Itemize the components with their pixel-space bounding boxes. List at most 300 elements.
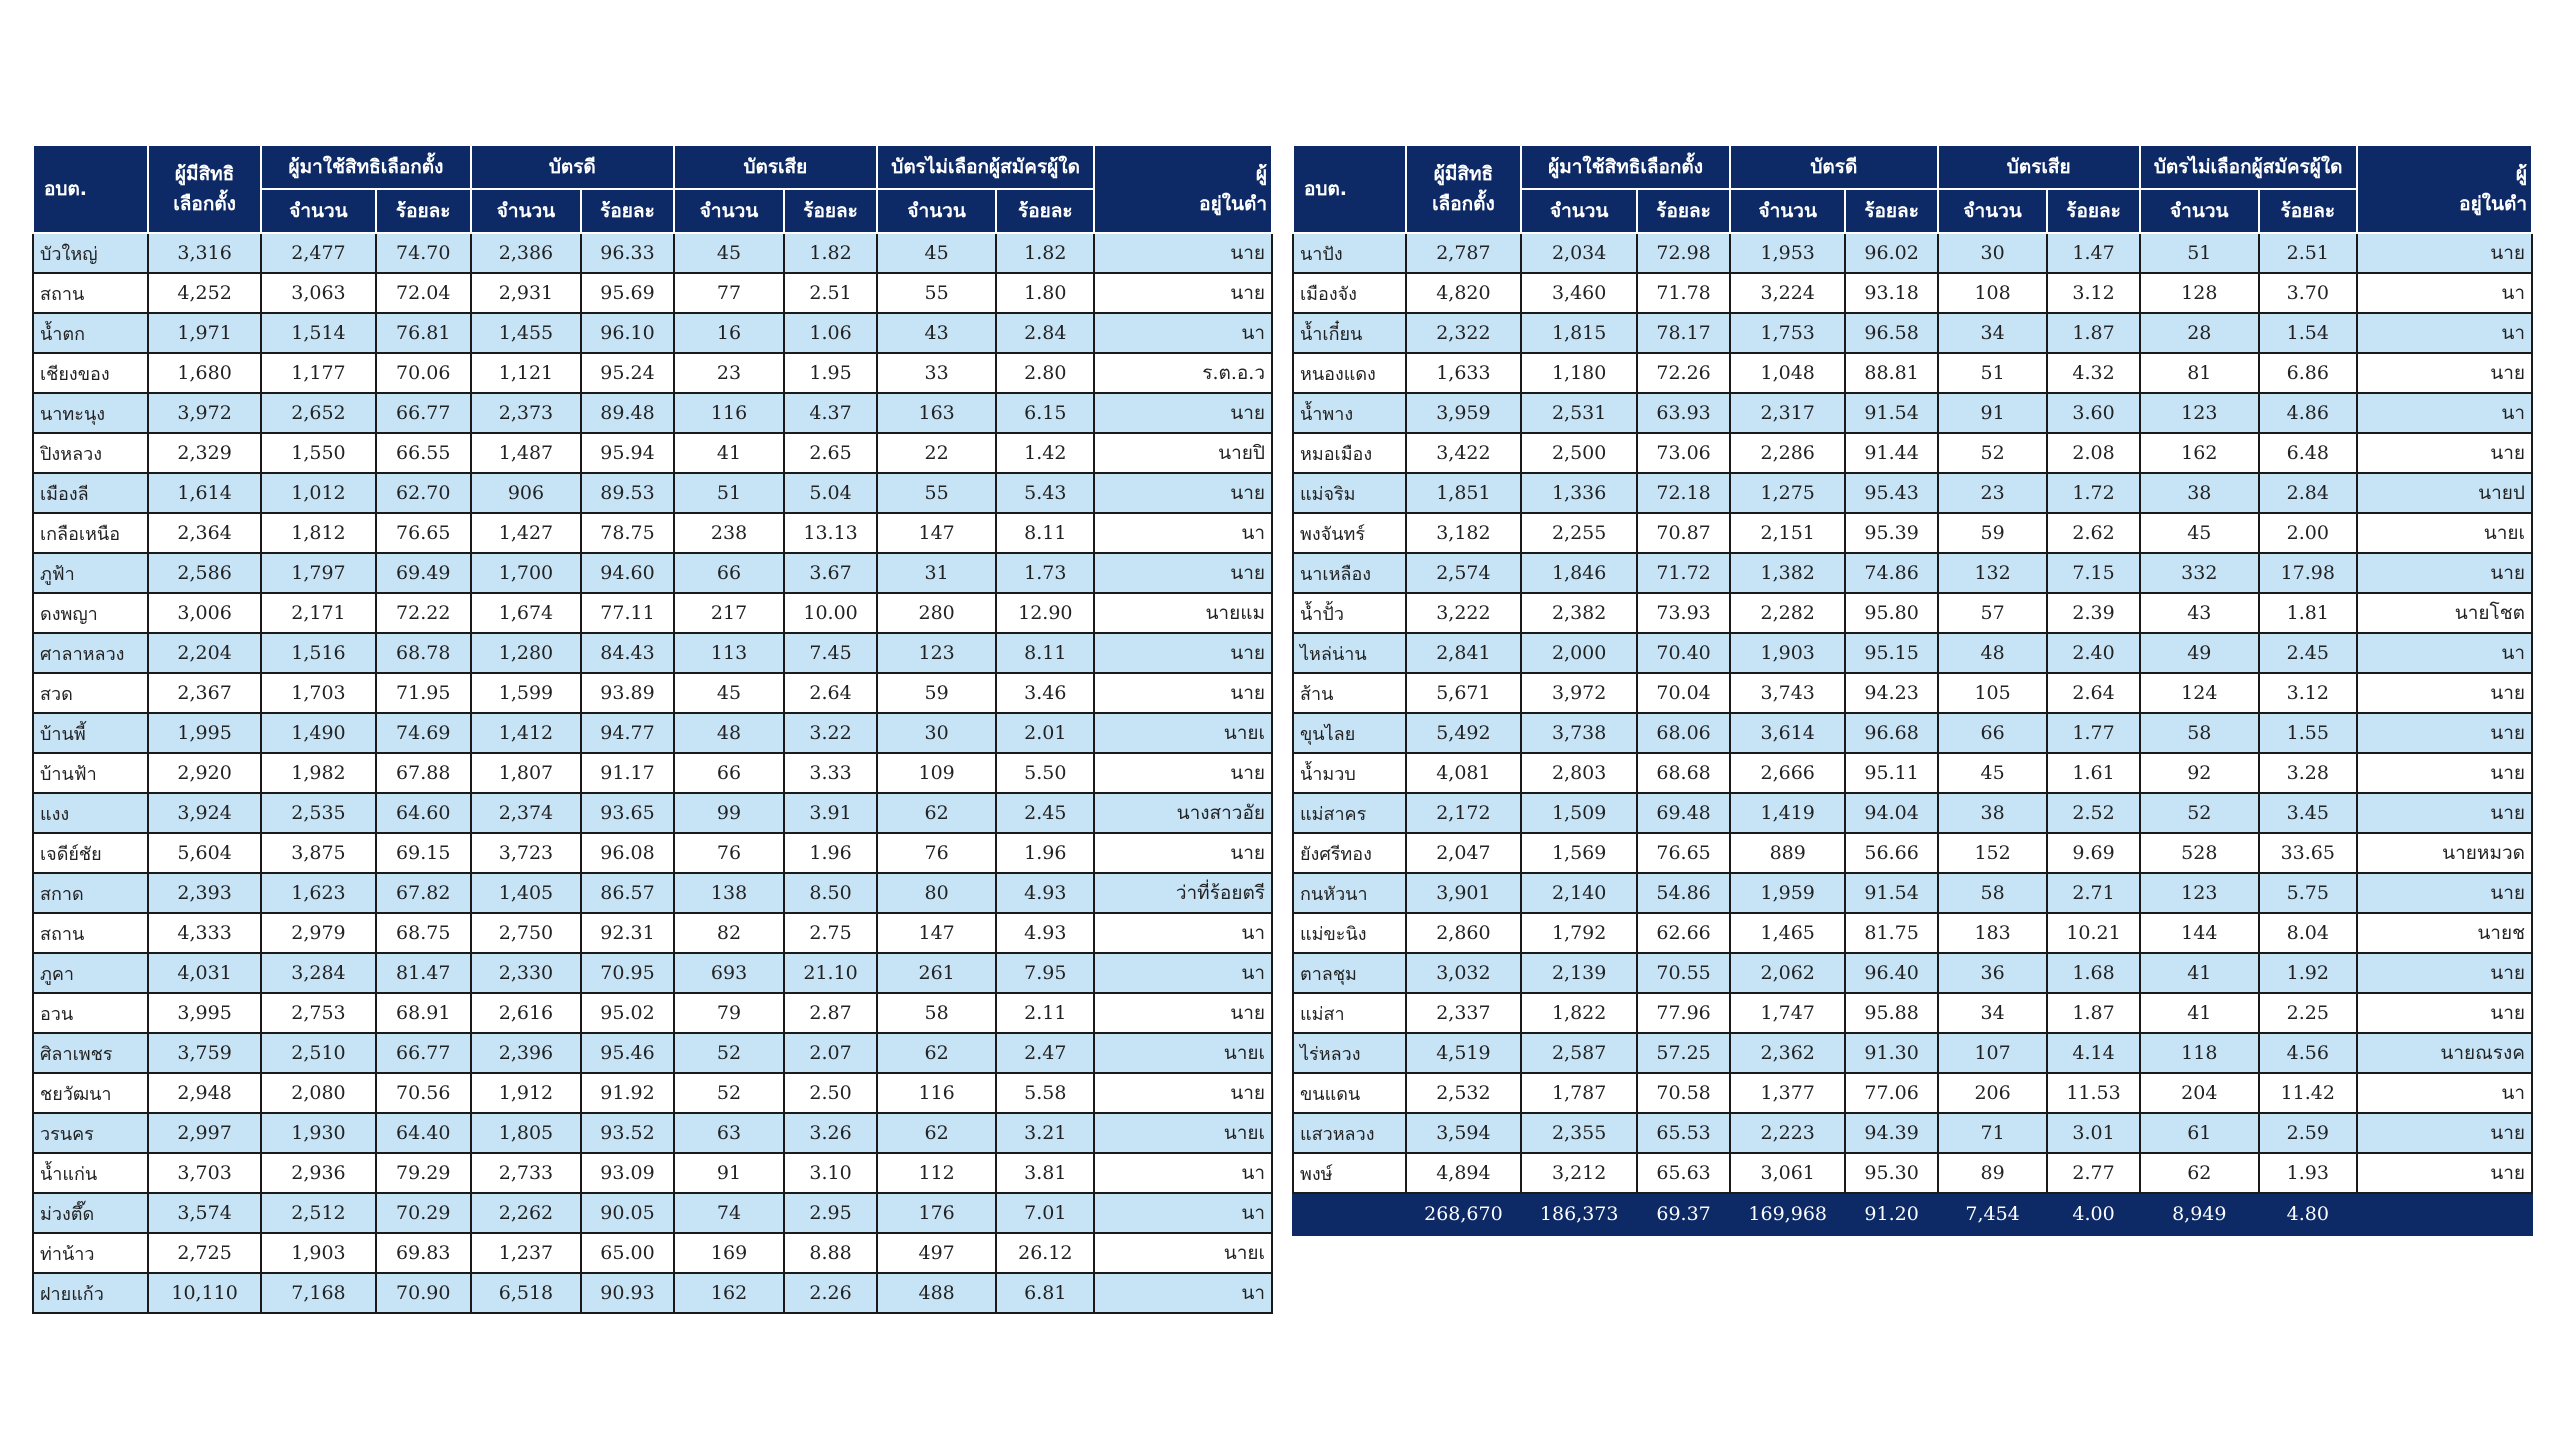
table-cell: 2.84 <box>2259 473 2357 513</box>
table-cell: นายปิ <box>1094 433 1272 473</box>
table-cell: 4.56 <box>2259 1033 2357 1073</box>
org-name-cell: พงจันทร์ <box>1293 513 1406 553</box>
table-cell: 62 <box>877 793 996 833</box>
table-row <box>33 1073 1272 1113</box>
table-cell: 51 <box>674 473 784 513</box>
table-cell: 7.95 <box>996 953 1094 993</box>
header-voters: ผู้มาใช้สิทธิเลือกตั้ง <box>1521 145 1730 189</box>
table-cell: 1,815 <box>1521 313 1637 353</box>
table-cell: 91.30 <box>1845 1033 1937 1073</box>
table-cell: 1,953 <box>1730 233 1846 273</box>
table-cell: 1,382 <box>1730 553 1846 593</box>
table-cell: นาย <box>1094 753 1272 793</box>
table-cell: นาย <box>2357 873 2532 913</box>
org-name-cell: บ้านฟ้า <box>33 753 148 793</box>
table-cell: 1.55 <box>2259 713 2357 753</box>
table-cell: นา <box>1094 1153 1272 1193</box>
table-cell: 95.94 <box>581 433 674 473</box>
table-cell: 16 <box>674 313 784 353</box>
table-cell: 1.54 <box>2259 313 2357 353</box>
org-name-cell: ม่วงตึ๊ด <box>33 1193 148 1233</box>
table-cell: นา <box>1094 513 1272 553</box>
table-cell: 2,172 <box>1406 793 1522 833</box>
table-cell: 55 <box>877 473 996 513</box>
table-cell: 34 <box>1938 313 2048 353</box>
table-cell: 52 <box>674 1073 784 1113</box>
table-cell: 6.81 <box>996 1273 1094 1313</box>
header-no-vote-ballots: บัตรไม่เลือกผู้สมัครผู้ใด <box>877 145 1094 189</box>
table-cell: นาย <box>1094 633 1272 673</box>
table-cell: 3.21 <box>996 1113 1094 1153</box>
right-results-table-panel <box>1292 144 2533 1291</box>
table-cell: ร.ต.อ.ว <box>1094 353 1272 393</box>
table-cell: 72.26 <box>1637 353 1730 393</box>
table-cell: 43 <box>877 313 996 353</box>
table-cell: 91.54 <box>1845 393 1937 433</box>
table-cell: 5.58 <box>996 1073 1094 1113</box>
table-cell: 2,931 <box>471 273 581 313</box>
subheader-percent: ร้อยละ <box>376 189 471 233</box>
table-cell: 2,367 <box>148 673 261 713</box>
table-cell: นา <box>1094 1193 1272 1233</box>
table-cell: 57.25 <box>1637 1033 1730 1073</box>
table-cell: 63.93 <box>1637 393 1730 433</box>
table-cell: นาย <box>1094 273 1272 313</box>
right-results-table <box>1292 144 2533 1236</box>
table-cell: 65.00 <box>581 1233 674 1273</box>
table-cell: 3,284 <box>261 953 376 993</box>
table-cell: นายณรงค <box>2357 1033 2532 1073</box>
table-cell: 2.07 <box>784 1033 877 1073</box>
table-cell: 66 <box>674 753 784 793</box>
header-extra: ผู้ อยู่ในตำ <box>1094 145 1272 233</box>
table-cell: 22 <box>877 433 996 473</box>
table-cell: นายโชต <box>2357 593 2532 633</box>
org-name-cell: แม่สา <box>1293 993 1406 1033</box>
table-cell: 3.26 <box>784 1113 877 1153</box>
org-name-cell: ชยวัฒนา <box>33 1073 148 1113</box>
table-cell: นาย <box>1094 233 1272 273</box>
table-cell: 113 <box>674 633 784 673</box>
table-row <box>1293 1033 2532 1073</box>
table-cell: 1,903 <box>261 1233 376 1273</box>
org-name-cell: เมืองลี <box>33 473 148 513</box>
table-cell: 4,519 <box>1406 1033 1522 1073</box>
table-cell: 70.04 <box>1637 673 1730 713</box>
table-cell: 1,846 <box>1521 553 1637 593</box>
table-cell: 94.23 <box>1845 673 1937 713</box>
table-cell: นายแม <box>1094 593 1272 633</box>
table-cell: 3,901 <box>1406 873 1522 913</box>
table-cell: 33.65 <box>2259 833 2357 873</box>
table-cell: 3,743 <box>1730 673 1846 713</box>
table-cell: 2,329 <box>148 433 261 473</box>
table-cell: 30 <box>877 713 996 753</box>
table-cell: 3,182 <box>1406 513 1522 553</box>
table-cell: 280 <box>877 593 996 633</box>
table-cell: 1,614 <box>148 473 261 513</box>
org-name-cell: อวน <box>33 993 148 1033</box>
table-cell: 1,805 <box>471 1113 581 1153</box>
table-cell: 95.88 <box>1845 993 1937 1033</box>
table-row <box>33 1233 1272 1273</box>
table-cell: 80 <box>877 873 996 913</box>
table-cell: 6.48 <box>2259 433 2357 473</box>
table-cell: 1,490 <box>261 713 376 753</box>
table-cell: 2,531 <box>1521 393 1637 433</box>
table-cell: 93.65 <box>581 793 674 833</box>
table-cell: 76.65 <box>1637 833 1730 873</box>
table-cell: นาย <box>2357 953 2532 993</box>
table-row <box>1293 273 2532 313</box>
table-cell: 1,465 <box>1730 913 1846 953</box>
header-good-ballots: บัตรดี <box>471 145 674 189</box>
table-cell: 3.81 <box>996 1153 1094 1193</box>
table-cell: 5.75 <box>2259 873 2357 913</box>
table-cell: 2,062 <box>1730 953 1846 993</box>
total-cell <box>2357 1193 2532 1235</box>
table-cell: 96.02 <box>1845 233 1937 273</box>
table-cell: 2.75 <box>784 913 877 953</box>
table-cell: 2,140 <box>1521 873 1637 913</box>
table-cell: 108 <box>1938 273 2048 313</box>
table-cell: 7.45 <box>784 633 877 673</box>
table-cell: 3,614 <box>1730 713 1846 753</box>
table-cell: 4.37 <box>784 393 877 433</box>
table-cell: 6.15 <box>996 393 1094 433</box>
table-row <box>1293 353 2532 393</box>
right-table-body <box>1293 233 2532 1235</box>
table-cell: 128 <box>2140 273 2259 313</box>
table-cell: 45 <box>674 233 784 273</box>
table-cell: 1,280 <box>471 633 581 673</box>
table-cell: 77.96 <box>1637 993 1730 1033</box>
table-cell: 2,574 <box>1406 553 1522 593</box>
table-cell: 3.22 <box>784 713 877 753</box>
table-cell: 1,177 <box>261 353 376 393</box>
table-cell: 70.90 <box>376 1273 471 1313</box>
table-cell: 889 <box>1730 833 1846 873</box>
table-cell: 30 <box>1938 233 2048 273</box>
table-cell: 95.39 <box>1845 513 1937 553</box>
subheader-count: จำนวน <box>674 189 784 233</box>
total-cell: 186,373 <box>1521 1193 1637 1235</box>
table-cell: 2,510 <box>261 1033 376 1073</box>
table-cell: 93.52 <box>581 1113 674 1153</box>
table-cell: 91.44 <box>1845 433 1937 473</box>
table-cell: 1.87 <box>2047 993 2139 1033</box>
table-cell: 1.47 <box>2047 233 2139 273</box>
table-cell: 17.98 <box>2259 553 2357 593</box>
table-cell: 8.04 <box>2259 913 2357 953</box>
table-cell: 89.53 <box>581 473 674 513</box>
subheader-percent: ร้อยละ <box>2047 189 2139 233</box>
table-cell: 96.58 <box>1845 313 1937 353</box>
table-cell: 2,753 <box>261 993 376 1033</box>
table-cell: 3.10 <box>784 1153 877 1193</box>
table-cell: 95.43 <box>1845 473 1937 513</box>
table-cell: 99 <box>674 793 784 833</box>
org-name-cell: แม่ขะนิง <box>1293 913 1406 953</box>
table-cell: 2,374 <box>471 793 581 833</box>
table-cell: 52 <box>674 1033 784 1073</box>
table-cell: 96.68 <box>1845 713 1937 753</box>
table-cell: 2,080 <box>261 1073 376 1113</box>
table-cell: 1.81 <box>2259 593 2357 633</box>
table-row <box>33 633 1272 673</box>
table-cell: 3.12 <box>2259 673 2357 713</box>
table-cell: 152 <box>1938 833 2048 873</box>
table-cell: นา <box>2357 633 2532 673</box>
table-cell: 79.29 <box>376 1153 471 1193</box>
table-cell: 528 <box>2140 833 2259 873</box>
org-name-cell: น้ำปั้ว <box>1293 593 1406 633</box>
table-cell: นาย <box>2357 993 2532 1033</box>
table-cell: 62.70 <box>376 473 471 513</box>
table-cell: 45 <box>674 673 784 713</box>
table-row <box>1293 833 2532 873</box>
table-cell: 2,787 <box>1406 233 1522 273</box>
table-row <box>33 713 1272 753</box>
table-cell: 2,532 <box>1406 1073 1522 1113</box>
table-cell: นาย <box>1094 473 1272 513</box>
table-cell: 1,995 <box>148 713 261 753</box>
table-cell: นาย <box>2357 553 2532 593</box>
table-cell: 64.60 <box>376 793 471 833</box>
table-cell: 2,282 <box>1730 593 1846 633</box>
table-cell: 70.87 <box>1637 513 1730 553</box>
table-cell: 332 <box>2140 553 2259 593</box>
table-cell: 94.77 <box>581 713 674 753</box>
table-cell: 70.06 <box>376 353 471 393</box>
total-cell: 91.20 <box>1845 1193 1937 1235</box>
table-cell: 74.86 <box>1845 553 1937 593</box>
table-cell: 93.18 <box>1845 273 1937 313</box>
table-cell: 96.08 <box>581 833 674 873</box>
table-cell: 8.50 <box>784 873 877 913</box>
table-cell: 41 <box>674 433 784 473</box>
table-cell: 2,803 <box>1521 753 1637 793</box>
table-cell: 2.62 <box>2047 513 2139 553</box>
table-cell: 1,822 <box>1521 993 1637 1033</box>
table-cell: นา <box>1094 1273 1272 1313</box>
table-cell: นาย <box>2357 673 2532 713</box>
table-cell: 23 <box>1938 473 2048 513</box>
table-row <box>33 353 1272 393</box>
table-row <box>33 593 1272 633</box>
table-cell: 147 <box>877 513 996 553</box>
table-cell: 1,599 <box>471 673 581 713</box>
table-cell: 8.11 <box>996 633 1094 673</box>
table-cell: 3,972 <box>148 393 261 433</box>
org-name-cell: บ้านพี้ <box>33 713 148 753</box>
table-cell: 67.82 <box>376 873 471 913</box>
table-cell: 68.78 <box>376 633 471 673</box>
table-cell: 3,759 <box>148 1033 261 1073</box>
table-cell: 2,920 <box>148 753 261 793</box>
table-cell: 71.95 <box>376 673 471 713</box>
table-cell: 1,121 <box>471 353 581 393</box>
table-cell: 71.72 <box>1637 553 1730 593</box>
subheader-percent: ร้อยละ <box>1637 189 1730 233</box>
table-cell: 2.26 <box>784 1273 877 1313</box>
table-cell: 1,412 <box>471 713 581 753</box>
table-cell: นาย <box>2357 1113 2532 1153</box>
subheader-count: จำนวน <box>1521 189 1637 233</box>
table-cell: 12.90 <box>996 593 1094 633</box>
table-cell: 123 <box>2140 393 2259 433</box>
org-name-cell: ท่าน้าว <box>33 1233 148 1273</box>
table-cell: 162 <box>2140 433 2259 473</box>
table-cell: 70.95 <box>581 953 674 993</box>
table-cell: 1,623 <box>261 873 376 913</box>
table-cell: 3,875 <box>261 833 376 873</box>
table-cell: 7,168 <box>261 1273 376 1313</box>
table-cell: 124 <box>2140 673 2259 713</box>
table-cell: 38 <box>1938 793 2048 833</box>
table-cell: 74.69 <box>376 713 471 753</box>
org-name-cell: ไหล่น่าน <box>1293 633 1406 673</box>
table-cell: 2,725 <box>148 1233 261 1273</box>
table-cell: 10.00 <box>784 593 877 633</box>
table-cell: 91.54 <box>1845 873 1937 913</box>
total-cell: 4.00 <box>2047 1193 2139 1235</box>
table-cell: 2,500 <box>1521 433 1637 473</box>
table-cell: 68.75 <box>376 913 471 953</box>
table-cell: 1,427 <box>471 513 581 553</box>
table-cell: 1,516 <box>261 633 376 673</box>
table-cell: 52 <box>1938 433 2048 473</box>
table-cell: 5.43 <box>996 473 1094 513</box>
table-row <box>33 433 1272 473</box>
header-bad-ballots: บัตรเสีย <box>1938 145 2140 189</box>
table-cell: 61 <box>2140 1113 2259 1153</box>
table-cell: 1,569 <box>1521 833 1637 873</box>
table-row <box>33 313 1272 353</box>
table-cell: 1,912 <box>471 1073 581 1113</box>
table-cell: 2,047 <box>1406 833 1522 873</box>
table-cell: 4,333 <box>148 913 261 953</box>
table-cell: 204 <box>2140 1073 2259 1113</box>
table-cell: 2,322 <box>1406 313 1522 353</box>
org-name-cell: สถาน <box>33 913 148 953</box>
table-row <box>33 993 1272 1033</box>
table-cell: 2.00 <box>2259 513 2357 553</box>
table-cell: 176 <box>877 1193 996 1233</box>
table-cell: 1.95 <box>784 353 877 393</box>
table-cell: 5.04 <box>784 473 877 513</box>
org-name-cell: ขุนไลย <box>1293 713 1406 753</box>
table-cell: 1,509 <box>1521 793 1637 833</box>
table-cell: 3,723 <box>471 833 581 873</box>
table-cell: 58 <box>1938 873 2048 913</box>
table-row <box>1293 753 2532 793</box>
left-results-table-panel <box>32 144 1273 1377</box>
table-row <box>1293 313 2532 353</box>
table-cell: 1.06 <box>784 313 877 353</box>
table-cell: 2,396 <box>471 1033 581 1073</box>
table-cell: นาย <box>1094 833 1272 873</box>
table-row <box>1293 633 2532 673</box>
table-cell: 3.67 <box>784 553 877 593</box>
org-name-cell: วรนคร <box>33 1113 148 1153</box>
table-cell: นายเ <box>2357 513 2532 553</box>
table-cell: 48 <box>1938 633 2048 673</box>
table-cell: 2,255 <box>1521 513 1637 553</box>
total-cell: 69.37 <box>1637 1193 1730 1235</box>
table-cell: 68.68 <box>1637 753 1730 793</box>
org-name-cell: หนองแดง <box>1293 353 1406 393</box>
table-row <box>33 913 1272 953</box>
table-cell: 1,971 <box>148 313 261 353</box>
table-cell: 81 <box>2140 353 2259 393</box>
subheader-count: จำนวน <box>1938 189 2048 233</box>
table-cell: 77.11 <box>581 593 674 633</box>
table-cell: 4,894 <box>1406 1153 1522 1193</box>
table-cell: 1.93 <box>2259 1153 2357 1193</box>
table-cell: 70.58 <box>1637 1073 1730 1113</box>
table-cell: 1,275 <box>1730 473 1846 513</box>
table-cell: 1,982 <box>261 753 376 793</box>
table-cell: 1,514 <box>261 313 376 353</box>
org-name-cell: นาเหลือง <box>1293 553 1406 593</box>
table-cell: 70.56 <box>376 1073 471 1113</box>
table-cell: นาย <box>2357 433 2532 473</box>
table-cell: 488 <box>877 1273 996 1313</box>
table-cell: 1.96 <box>996 833 1094 873</box>
table-cell: 92.31 <box>581 913 674 953</box>
table-cell: 1,930 <box>261 1113 376 1153</box>
table-cell: 4.86 <box>2259 393 2357 433</box>
table-cell: 28 <box>2140 313 2259 353</box>
table-cell: 2,317 <box>1730 393 1846 433</box>
table-cell: 1,633 <box>1406 353 1522 393</box>
table-row <box>1293 873 2532 913</box>
table-cell: 96.10 <box>581 313 674 353</box>
table-cell: 2,616 <box>471 993 581 1033</box>
table-row <box>33 273 1272 313</box>
table-cell: 69.15 <box>376 833 471 873</box>
table-cell: 2,997 <box>148 1113 261 1153</box>
table-cell: 2,286 <box>1730 433 1846 473</box>
table-cell: 3.60 <box>2047 393 2139 433</box>
table-row <box>1293 1073 2532 1113</box>
table-cell: 2,512 <box>261 1193 376 1233</box>
table-cell: 45 <box>877 233 996 273</box>
org-name-cell: แงง <box>33 793 148 833</box>
table-cell: 78.17 <box>1637 313 1730 353</box>
table-cell: นา <box>2357 393 2532 433</box>
table-cell: 48 <box>674 713 784 753</box>
table-cell: 7.15 <box>2047 553 2139 593</box>
table-cell: 71 <box>1938 1113 2048 1153</box>
table-row <box>33 753 1272 793</box>
table-cell: 693 <box>674 953 784 993</box>
table-cell: นา <box>2357 273 2532 313</box>
table-cell: 95.15 <box>1845 633 1937 673</box>
table-cell: 1,797 <box>261 553 376 593</box>
table-cell: 3,032 <box>1406 953 1522 993</box>
table-row <box>33 473 1272 513</box>
table-cell: 91 <box>1938 393 2048 433</box>
table-cell: 5.50 <box>996 753 1094 793</box>
table-cell: 3,063 <box>261 273 376 313</box>
table-cell: 66 <box>1938 713 2048 753</box>
table-cell: 2.77 <box>2047 1153 2139 1193</box>
table-cell: 5,492 <box>1406 713 1522 753</box>
table-cell: 51 <box>2140 233 2259 273</box>
table-cell: 76.81 <box>376 313 471 353</box>
